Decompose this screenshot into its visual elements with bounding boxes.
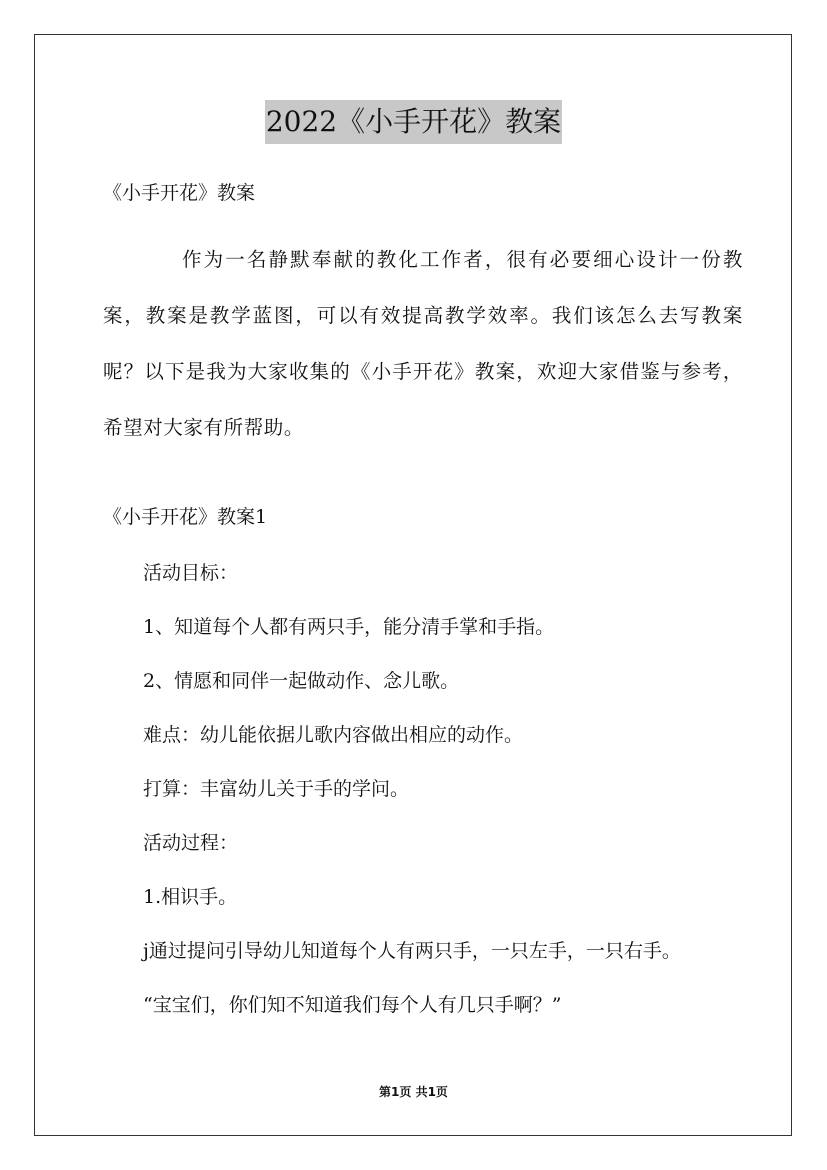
section-heading: 《小手开花》教案1 (103, 506, 268, 528)
document-title (0, 100, 827, 148)
page-footer: 第1页 共1页 (379, 1085, 448, 1099)
goal-item-1: 1、知道每个人都有两只手，能分清手掌和手指。 (143, 616, 555, 638)
step-1-detail-line: j通过提问引导幼儿知道每个人有两只手，一只左手，一只右手。 (143, 940, 681, 962)
preparation-line: 打算：丰富幼儿关于手的学问。 (143, 778, 410, 800)
goal-item-2: 2、情愿和同伴一起做动作、念儿歌。 (143, 670, 460, 692)
document-title-text: 2022《小手开花》教案 (265, 100, 562, 144)
difficulty-line: 难点：幼儿能依据儿歌内容做出相应的动作。 (143, 724, 524, 746)
quote-line: “宝宝们，你们知不知道我们每个人有几只手啊？” (143, 994, 562, 1016)
step-1-line: 1.相识手。 (143, 886, 238, 908)
activity-goals-heading: 活动目标： (143, 562, 239, 584)
document-subtitle: 《小手开花》教案 (103, 182, 256, 204)
activity-process-heading: 活动过程： (143, 832, 239, 854)
intro-paragraph: 作为一名静默奉献的教化工作者，很有必要细心设计一份教案，教案是教学蓝图，可以有效提高教学效率。我们该怎么去写教案呢？以下是我为大家收集的《小手开花》教案，欢迎大家借鉴与参考，希望对大家有所帮助。 (103, 248, 743, 439)
